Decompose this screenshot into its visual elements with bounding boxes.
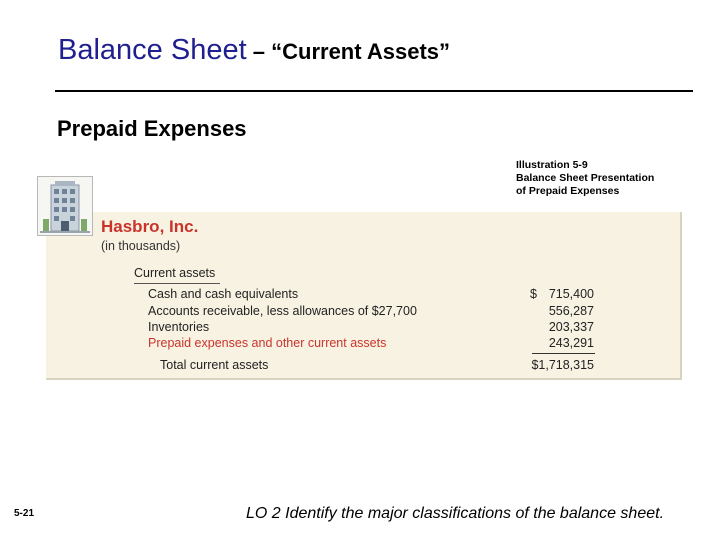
- line-item-label: Cash and cash equivalents: [148, 287, 299, 301]
- office-building-icon: [37, 176, 93, 236]
- illustration-label: Illustration 5-9: [516, 159, 588, 171]
- line-item-label: Inventories: [148, 320, 210, 334]
- company-name: Hasbro, Inc.: [101, 217, 199, 236]
- total-label: Total current assets: [160, 358, 269, 372]
- illustration-caption: [516, 159, 654, 198]
- slide-title-sub: – “Current Assets”: [246, 39, 451, 64]
- line-item-value: 243,291: [548, 336, 594, 350]
- slide-number: 5-21: [14, 508, 35, 519]
- line-item-value: 715,400: [548, 287, 594, 301]
- illustration-caption-line2: of Prepaid Expenses: [516, 185, 620, 197]
- section-heading: Prepaid Expenses: [57, 116, 247, 141]
- subtotal-rule: [532, 353, 595, 354]
- line-item-value: 203,337: [548, 320, 594, 334]
- line-item-value: 556,287: [548, 304, 594, 318]
- slide-title: [58, 34, 450, 67]
- title-divider: [55, 90, 693, 92]
- units-note: (in thousands): [101, 239, 181, 253]
- current-assets-heading: Current assets: [134, 266, 216, 280]
- line-item-label: Accounts receivable, less allowances of $27,700: [148, 304, 417, 318]
- office-building-graphic: [38, 177, 92, 235]
- slide-title-main: Balance Sheet: [58, 34, 247, 66]
- line-item-label-highlighted: Prepaid expenses and other current assets: [148, 336, 387, 350]
- current-assets-underline: [134, 283, 220, 284]
- illustration-caption-line1: Balance Sheet Presentation: [516, 172, 655, 184]
- total-value: $1,718,315: [531, 358, 594, 372]
- dollar-sign: $: [530, 287, 537, 301]
- learning-objective: LO 2 Identify the major classifications of the balance sheet.: [246, 505, 665, 522]
